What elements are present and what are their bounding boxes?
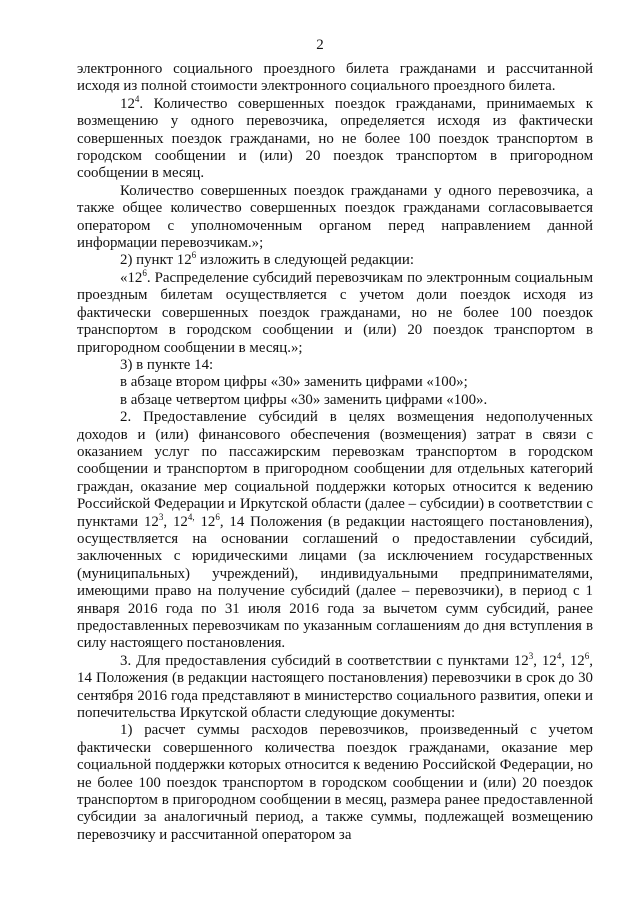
paragraph-continuation: электронного социального проездного билета гражданами и рассчитанной исходя из полной стоимости электронного социального проездного билета. <box>77 61 593 95</box>
paragraph-section-2: 2. Предоставление субсидий в целях возмещения недополученных доходов и (или) финансового обеспечения (возмещения) затрат в связи с оказанием услуг по пассажирским перевозкам транспортом в городском сообщении и транспортом в пригородном сообщении для отдельных категорий граждан, оказание мер социальной поддержки которых относится к ведению Российской Федерации и Иркутской области (далее – субсидии) в соответствии с пунктами $12^3$, $12^{4,}$ $12^6$, 14 Положения (в редакции настоящего постановления), осуществляется на основании соглашений о предоставлении субсидий, заключенных с юридическими лицами (за исключением государственных (муниципальных) учреждений), индивидуальными предпринимателями, имеющими право на получение субсидий (далее – перевозчики), в период с 1 января 2016 года по 31 июля 2016 года за вычетом сумм субсидий, ранее предоставленных перевозчикам по указанным соглашениям до дня вступления в силу настоящего постановления. <box>77 409 593 652</box>
paragraph-trip-count: Количество совершенных поездок гражданами у одного перевозчика, а также общее количество совершенных поездок гражданами согласовывается оператором с уполномоченным органом перед направлением данной информации перевозчикам.»; <box>77 182 593 252</box>
paragraph-item-2: 2) пункт $12^6$ изложить в следующей редакции: <box>120 250 414 269</box>
paragraph-12-6: «$12^6$. Распределение субсидий перевозчикам по электронным социальным проездным билетам осуществляется с учетом доли поездок исходя из фактически совершенных поездок гражданами, но не более 100 поездок транспортом в городском сообщении и (или) 20 поездок транспортом в пригородном сообщении в месяц.»; <box>77 267 593 356</box>
superscript: 6 <box>142 267 147 278</box>
page-number: 2 <box>316 37 324 53</box>
paragraph-12-4: $12^4$. Количество совершенных поездок гражданами, принимаемых к возмещению у одного перевозчика, определяется исходя из фактически совершенных поездок гражданами, но не более 100 поездок транспортом в городском сообщении и (или) 20 поездок транспортом в пригородном сообщении в месяц. <box>77 93 593 182</box>
superscript: 4 <box>556 650 562 661</box>
paragraph-abzac-2: в абзаце втором цифры «30» заменить цифрами «100»; <box>120 374 468 391</box>
superscript: 3 <box>158 511 164 522</box>
superscript: 6 <box>191 250 197 261</box>
document-body <box>77 61 593 844</box>
superscript: 4, <box>187 511 195 522</box>
paragraph-section-3: 3. Для предоставления субсидий в соответствии с пунктами $12^3$, $12^4$, $12^6$, 14 Положения (в редакции настоящего постановления) перевозчики в срок до 30 сентября 2016 года представляют в министерство социального развития, опеки и попечительства Иркутской области следующие документы: <box>77 650 593 722</box>
superscript: 4 <box>134 93 140 104</box>
superscript: 6 <box>584 650 590 661</box>
paragraph-abzac-4: в абзаце четвертом цифры «30» заменить цифрами «100». <box>120 391 488 408</box>
paragraph-item-3: 3) в пункте 14: <box>120 356 214 373</box>
superscript: 3 <box>528 650 534 661</box>
paragraph-subitem-1: 1) расчет суммы расходов перевозчиков, произведенный с учетом фактически совершенного количества поездок гражданами, оказание мер социальной поддержки которых относится к ведению Российской Федерации, но не более 100 поездок транспортом в городском сообщении и (или) 20 поездок транспортом в пригородном сообщении в месяц, размера ранее предоставленной субсидии за аналогичный период, а также суммы, подлежащей возмещению перевозчику и рассчитанной оператором за <box>77 722 593 843</box>
superscript: 6 <box>215 511 220 522</box>
